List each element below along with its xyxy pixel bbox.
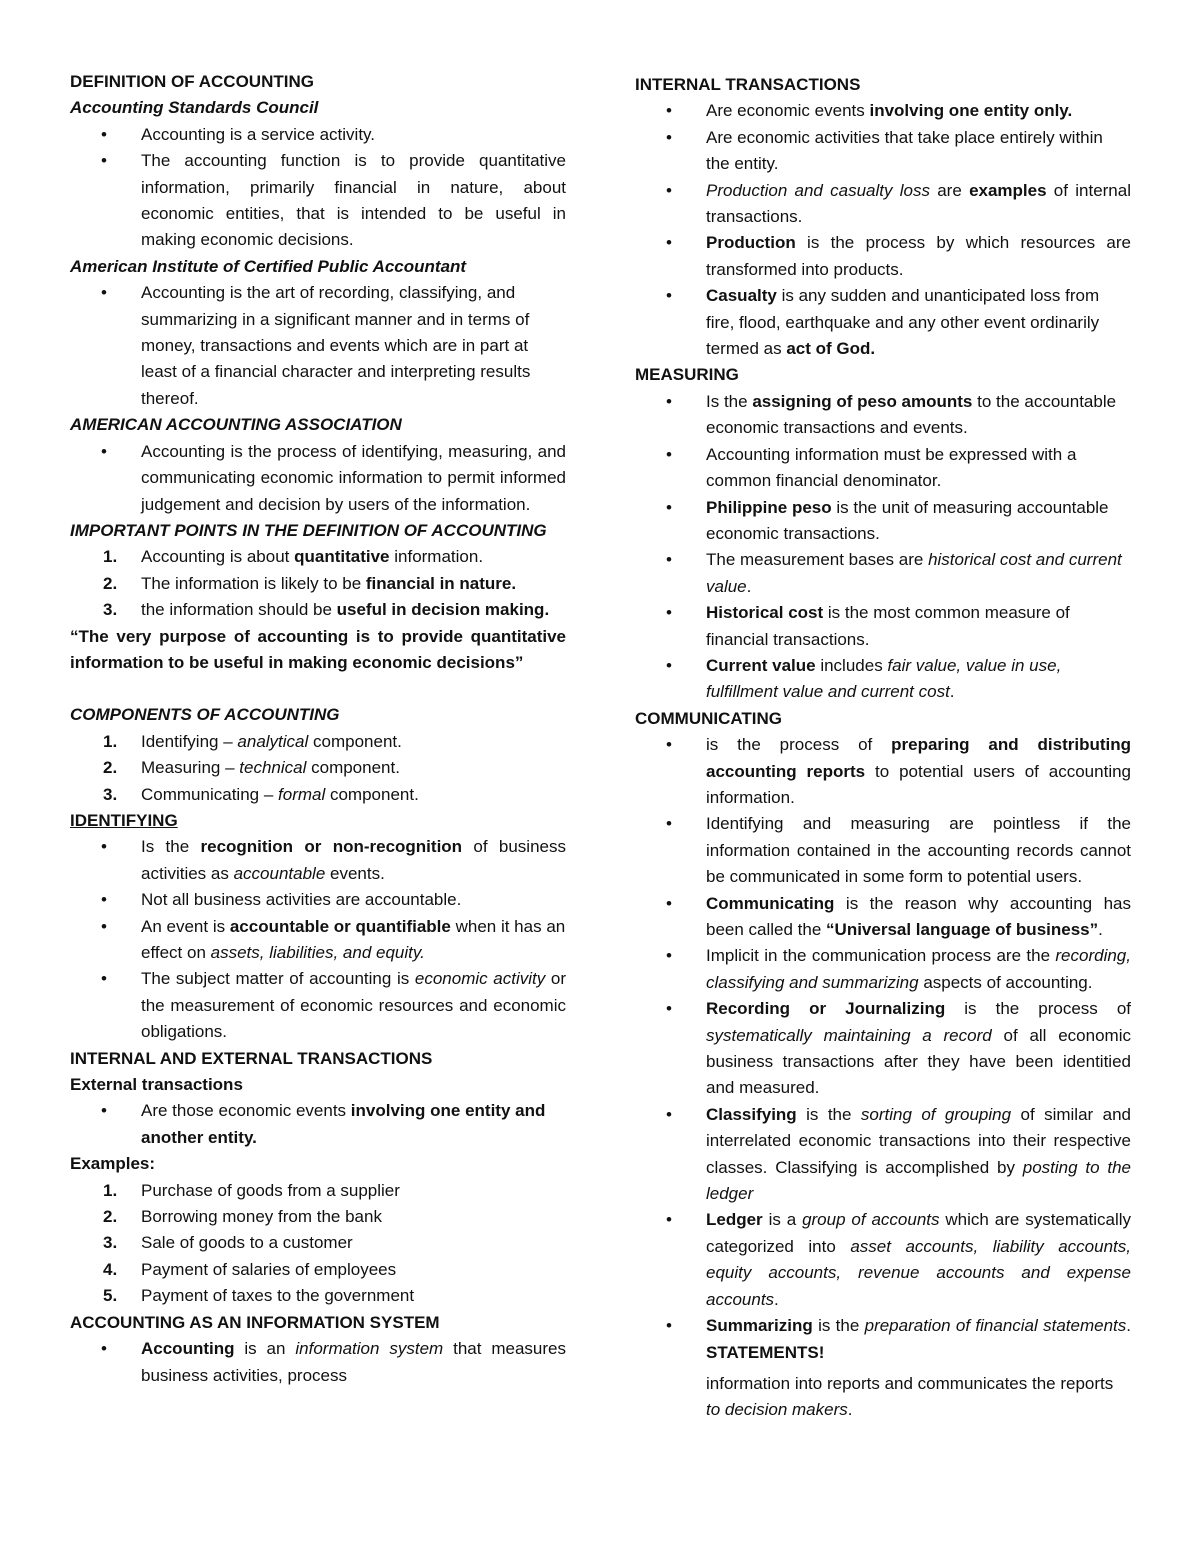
bullet-icon: • bbox=[666, 233, 672, 253]
bullet-icon: • bbox=[666, 893, 672, 913]
list-item: • Casualty is any sudden and unanticipated loss from fire, flood, earthquake and any other event ordinarily termed as act of God. bbox=[635, 283, 1131, 362]
list-item: 1. Identifying – analytical component. bbox=[103, 731, 402, 751]
internal-list bbox=[635, 98, 1131, 362]
bullet-icon: • bbox=[666, 444, 672, 464]
bullet-icon: • bbox=[101, 1101, 107, 1121]
bullet-icon: • bbox=[666, 814, 672, 834]
list-item: • Classifying is the sorting of grouping of similar and interrelated economic transactions into their respective classes. Classifying is accomplished by posting to the ledger bbox=[635, 1102, 1131, 1208]
list-item: • Summarizing is the preparation of financial statements. STATEMENTS! bbox=[635, 1313, 1131, 1366]
bullet-icon: • bbox=[666, 655, 672, 675]
identifying-list bbox=[70, 834, 566, 1045]
communicating-heading: COMMUNICATING bbox=[635, 708, 782, 728]
info-system-list bbox=[70, 1336, 566, 1389]
list-item: • Accounting is a service activity. bbox=[70, 122, 566, 148]
list-item: • Are economic events involving one entity only. bbox=[635, 98, 1131, 124]
bullet-icon: • bbox=[101, 283, 107, 303]
list-item: 3. the information should be useful in decision making. bbox=[103, 600, 550, 620]
list-item: • Are those economic events involving one entity and another entity. bbox=[70, 1098, 566, 1151]
bullet-icon: • bbox=[666, 550, 672, 570]
list-item: 2. Borrowing money from the bank bbox=[103, 1207, 382, 1227]
bullet-icon: • bbox=[666, 1104, 672, 1124]
measuring-list bbox=[635, 389, 1131, 706]
left-column bbox=[70, 69, 566, 1389]
bullet-icon: • bbox=[101, 441, 107, 461]
bullet-icon: • bbox=[666, 735, 672, 755]
bullet-icon: • bbox=[666, 497, 672, 517]
bullet-icon: • bbox=[666, 127, 672, 147]
bullet-icon: • bbox=[666, 603, 672, 623]
bullet-icon: • bbox=[101, 916, 107, 936]
list-item: • Implicit in the communication process are the recording, classifying and summarizing aspects of accounting. bbox=[635, 943, 1131, 996]
aicpa-list bbox=[70, 280, 566, 412]
list-item: • Accounting is the art of recording, classifying, and summarizing in a significant manner and in terms of money, transactions and events which are in part at least of a financial character and interpreting results thereof. bbox=[70, 280, 566, 412]
examples-heading: Examples: bbox=[70, 1154, 156, 1174]
important-points-heading: IMPORTANT POINTS IN THE DEFINITION OF ACCOUNTING bbox=[70, 520, 547, 540]
list-item: 4. Payment of salaries of employees bbox=[103, 1259, 397, 1279]
list-item: 2. Measuring – technical component. bbox=[103, 758, 400, 778]
continuation-text: information into reports and communicates the reports to decision makers. bbox=[706, 1373, 1114, 1420]
asc-list bbox=[70, 122, 566, 254]
list-item: 5. Payment of taxes to the government bbox=[103, 1286, 415, 1306]
list-item: • Production and casualty loss are examples of internal transactions. bbox=[635, 178, 1131, 231]
list-item: • Current value includes fair value, value in use, fulfillment value and current cost. bbox=[635, 653, 1131, 706]
identifying-heading: IDENTIFYING bbox=[70, 810, 178, 830]
bullet-icon: • bbox=[101, 151, 107, 171]
list-item: 1. Accounting is about quantitative information. bbox=[103, 547, 484, 567]
asc-heading: Accounting Standards Council bbox=[70, 98, 319, 118]
aicpa-heading: American Institute of Certified Public Accountant bbox=[70, 256, 467, 276]
list-item: • Accounting is an information system that measures business activities, process bbox=[70, 1336, 566, 1389]
list-item: 3. Sale of goods to a customer bbox=[103, 1233, 353, 1253]
important-points-list bbox=[70, 544, 566, 623]
list-item: • Not all business activities are accountable. bbox=[70, 887, 566, 913]
components-list bbox=[70, 729, 566, 808]
external-heading: External transactions bbox=[70, 1075, 243, 1095]
list-item: • Historical cost is the most common measure of financial transactions. bbox=[635, 600, 1131, 653]
spacer bbox=[70, 676, 566, 702]
int-ext-heading: INTERNAL AND EXTERNAL TRANSACTIONS bbox=[70, 1048, 433, 1068]
bullet-icon: • bbox=[666, 391, 672, 411]
list-item: • An event is accountable or quantifiable when it has an effect on assets, liabilities, and equity. bbox=[70, 914, 566, 967]
list-item: • Are economic activities that take place entirely within the entity. bbox=[635, 125, 1131, 178]
communicating-list bbox=[635, 732, 1131, 1366]
right-column bbox=[635, 72, 1131, 1424]
examples-list bbox=[70, 1178, 566, 1310]
aaa-list bbox=[70, 439, 566, 518]
bullet-icon: • bbox=[101, 969, 107, 989]
list-item: • Identifying and measuring are pointless if the information contained in the accounting records cannot be communicated in some form to potential users. bbox=[635, 811, 1131, 890]
list-item: • Recording or Journalizing is the process of systematically maintaining a record of all economic business transactions after they have been identitied and measured. bbox=[635, 996, 1131, 1102]
list-item: • Is the assigning of peso amounts to the accountable economic transactions and events. bbox=[635, 389, 1131, 442]
list-item: • The accounting function is to provide quantitative information, primarily financial in nature, about economic entities, that is intended to be useful in making economic decisions. bbox=[70, 148, 566, 254]
aaa-heading: AMERICAN ACCOUNTING ASSOCIATION bbox=[70, 415, 402, 435]
bullet-icon: • bbox=[101, 1339, 107, 1359]
bullet-icon: • bbox=[666, 1316, 672, 1336]
components-heading: COMPONENTS OF ACCOUNTING bbox=[70, 705, 340, 725]
list-item: 3. Communicating – formal component. bbox=[103, 784, 419, 804]
list-item: • The subject matter of accounting is economic activity or the measurement of economic resources and economic obligations. bbox=[70, 966, 566, 1045]
internal-heading: INTERNAL TRANSACTIONS bbox=[635, 75, 861, 94]
bullet-icon: • bbox=[666, 946, 672, 966]
bullet-icon: • bbox=[101, 837, 107, 857]
list-item: • Accounting information must be expressed with a common financial denominator. bbox=[635, 442, 1131, 495]
list-item: • Communicating is the reason why accounting has been called the “Universal language of business”. bbox=[635, 891, 1131, 944]
list-item: • Is the recognition or non-recognition of business activities as accountable events. bbox=[70, 834, 566, 887]
list-item: • The measurement bases are historical cost and current value. bbox=[635, 547, 1131, 600]
list-item: 1. Purchase of goods from a supplier bbox=[103, 1180, 400, 1200]
bullet-icon: • bbox=[101, 890, 107, 910]
external-list bbox=[70, 1098, 566, 1151]
list-item: • Ledger is a group of accounts which are systematically categorized into asset accounts, liability accounts, equity accounts, revenue accounts and expense accounts. bbox=[635, 1207, 1131, 1313]
definition-heading: DEFINITION OF ACCOUNTING bbox=[70, 72, 314, 91]
bullet-icon: • bbox=[666, 286, 672, 306]
bullet-icon: • bbox=[666, 999, 672, 1019]
bullet-icon: • bbox=[101, 124, 107, 144]
list-item: • Production is the process by which resources are transformed into products. bbox=[635, 230, 1131, 283]
info-system-heading: ACCOUNTING AS AN INFORMATION SYSTEM bbox=[70, 1312, 440, 1332]
list-item: • Philippine peso is the unit of measuring accountable economic transactions. bbox=[635, 495, 1131, 548]
bullet-icon: • bbox=[666, 101, 672, 121]
list-item: • Accounting is the process of identifying, measuring, and communicating economic information to permit informed judgement and decision by users of the information. bbox=[70, 439, 566, 518]
measuring-heading: MEASURING bbox=[635, 365, 739, 385]
bullet-icon: • bbox=[666, 180, 672, 200]
purpose-quote: “The very purpose of accounting is to provide quantitative information to be useful in making economic decisions” bbox=[70, 626, 566, 672]
list-item: 2. The information is likely to be financial in nature. bbox=[103, 573, 517, 593]
bullet-icon: • bbox=[666, 1210, 672, 1230]
list-item: • is the process of preparing and distributing accounting reports to potential users of accounting information. bbox=[635, 732, 1131, 811]
